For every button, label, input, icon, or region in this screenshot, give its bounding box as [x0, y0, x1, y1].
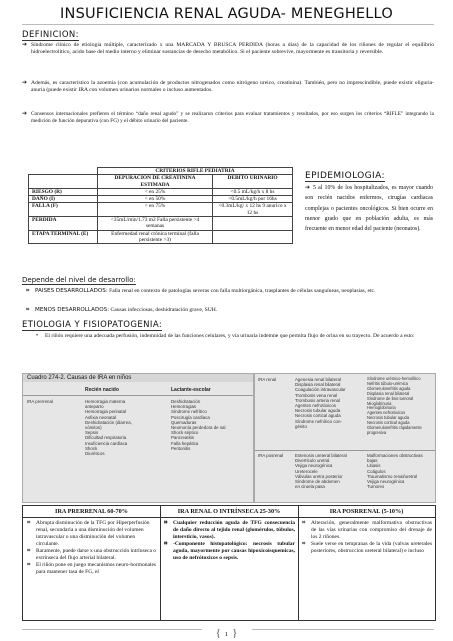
rifle-caption: CRITERIOS RIFLE PEDIATRIA: [98, 168, 293, 175]
hash-bullet-icon: ⌗: [164, 520, 168, 526]
cuadro-post-rn: Estenosis ureteral bilateral Divertículo uretral Vejiga neurogénica Ureterocele Válvulas uretra posterior Síndrome de abdomen en ciruela pasa: [295, 453, 347, 490]
definicion-bullet-1: ➔ Síndrome clínico de etiología múltiple, caracterizado x una MARCADA Y BRUSCA PERDIDA (horas a días) de la capacidad de los riñones de regular el equilibrio hidroelectrolítico, acido base del medio interno y eliminar sustancias de desecho metabólico. Si el paciente sobrevive, mayormente es transitoria y reversible.: [22, 42, 434, 56]
cuadro-causas-ira: [22, 373, 254, 503]
hash-bullet-icon: ⌗: [302, 520, 306, 526]
ira-types-table: [22, 505, 436, 621]
ira-prerrenal-col: ⌗ Abrupta disminución de la TFG por Hiperperfusión renal, secundaria a una disminución del volumen intravascular o una disminución del volumen circulante. ⌗ Raramente, puede darse x una obstrucción intrínseca o extrínseca del flujo arterial bilateral. ⌗ El riñón pone en juego mecanismos neuro-hormonales para mantener tasa de FG, el: [27, 520, 157, 575]
cuadro-row-label: IRA prerrenal: [27, 399, 53, 404]
definicion-bullet-3: ➔ Consensos internacionales prefieren el término “daño renal agudo” y se realizaron criterios para evaluar tratamientos y resultados, por eso surgen los criterios “RIFLE” integrando la medición de función depurativa (con FG) y el débito urinario del paciente.: [22, 111, 434, 124]
arrow-bullet-icon: ➔: [22, 42, 28, 48]
cuadro-renal-posrenal: [254, 373, 436, 503]
cuadro-renal-label: IRA renal: [258, 377, 277, 382]
etiologia-heading: ETIOLOGIA Y FISIOPATOGENIA:: [22, 320, 163, 330]
rifle-col-header: DEBITO URINARIO: [213, 175, 293, 189]
cuadro-title: Cuadro 274-2. Causas de IRA en niños: [23, 374, 253, 382]
page-number: { 1 }: [215, 627, 238, 639]
cuadro-post-label: IRA posrenal: [258, 453, 284, 458]
cuadro-le-list: Deshidratación Hemorragias Síndrome nefrítico Poscirugía cardíaca Quemaduras Neumonía perdedora de sal Shock séptico Pancreatitis Falla hepática Peritonitis: [171, 399, 226, 451]
cuadro-col-rn: Recién nacido: [85, 387, 119, 393]
rifle-table: [28, 167, 293, 244]
arrow-bullet-icon: ➔: [305, 185, 310, 191]
epidemiologia-heading: EPIDEMIOLOGIA:: [305, 171, 385, 181]
page-title: INSUFICIENCIA RENAL AGUDA- MENEGHELLO: [60, 6, 393, 22]
table-row: RIESGO (R) < en 25% <0.5 mL/kg/h x 8 hs: [29, 188, 293, 195]
arrow-bullet-icon: ➔: [22, 80, 28, 86]
footer-rule: [252, 629, 434, 630]
footer-rule: [22, 629, 202, 630]
hash-bullet-icon: ⌗: [26, 288, 30, 294]
cuadro-col-le: Lactante-escolar: [171, 387, 211, 393]
arrow-bullet-icon: ➔: [22, 111, 28, 117]
ira-prerrenal-header: IRA PRERRENAL 60-70%: [55, 508, 128, 515]
table-row: DAÑO (I) < en 50% <0.5mL/kg/h por 16hs: [29, 196, 293, 203]
ira-col-divider: [298, 506, 299, 620]
hash-bullet-icon: ⌗: [27, 520, 31, 526]
hash-bullet-icon: ⌗: [27, 562, 31, 568]
ira-renal-col: ⌗ Cualquier reducción aguda de TFG consecuencia de daño directo al tejido renal (glomérulos, túbulos, intersticio, vasos). ⌗ -Componente histopatológico: necrosis tubular aguda, mayormente por causas hipoxicoisquemicas, uso de nefrótoxicos o sepsis.: [164, 520, 295, 561]
hash-bullet-icon: ⌗: [26, 307, 30, 313]
ira-posrenal-header: IRA POSRRENAL (5-10%): [329, 508, 404, 515]
definicion-bullet-2: ➔ Además, es característico la azoemia (con acumulación de productos nitrogenados como nitrógeno ureico, creatinina). También, pero no imprescindible, puede existir oliguria-anuria (puede existir IRA con volumen urinarios normales o incluso aumentados.: [22, 80, 434, 94]
desarrollo-item: ⌗ MENOS DESARROLLADOS: Causas infecciosas, deshidratación grave, SUH.: [26, 307, 218, 313]
hash-bullet-icon: ⌗: [27, 548, 31, 554]
cuadro-renal-rn: Agenesia renal bilateral Displasia renal bilateral Coagulación intravascular Trombosis vena renal Trombosis arteria renal Agentes nefrotóxicos Necrosis tubular aguda Necrosis cortical aguda Síndrome nefrótico con- génito: [295, 377, 346, 429]
table-row: ETAPA TERMINAL (E) Enfermedad renal crónica terminal (falla persistente >3): [29, 230, 293, 244]
etiologia-text: • El riñón requiere una adecuada perfusión, indemnidad de las funciones celulares, y vía urinaria indemne que permita flujo de orina en su trayecto. De acuerdo a esto:: [36, 333, 415, 339]
table-row: FALLA (F) < en 75% <0.3mL/kg/ x 12 hs 9 anurico x 12 hs: [29, 203, 293, 217]
definicion-heading: DEFINICION:: [22, 30, 79, 40]
desarrollo-item: ⌗ PAISES DESARROLLADOS: Falla renal en contexto de patologías severas con falla multiorgánica, trasplantes de células sanguíneas, neoplasias, etc.: [26, 288, 376, 294]
brace-right-icon: }: [232, 627, 238, 639]
ira-col-divider: [160, 506, 161, 620]
ira-posrenal-col: ⌗ Alteración, generalmente malformativa obstructivas de las vías urinarias con compromiso del drenaje de los 2 riñones. ⌗ Suele verse en tempranas de la vida (valvas ureterales posteriores, obstruccion ureteral bilateral) e incluso: [302, 520, 432, 554]
hash-bullet-icon: ⌗: [164, 541, 168, 547]
brace-left-icon: {: [215, 627, 221, 639]
hash-bullet-icon: ⌗: [302, 541, 306, 547]
title-divider: [22, 24, 434, 25]
cuadro-divider: [23, 395, 253, 396]
cuadro-post-le: Malformaciones obstructivas bajas Litiasis Coágulos Traumatismo renal/uretral Vejiga neurogénica Tumores: [367, 453, 423, 490]
dot-bullet-icon: •: [36, 333, 39, 339]
epidemiologia-text: ➔ 5 al 10% de los hospitalizados, es mayor cuando son recién nacidos enfermos, cirugías cardiacas complejas o pacientes oncológicos. Si bien ocurre en menor grado que en población adulta, es más frecuente en menor edad del paciente (neonatos).: [305, 185, 433, 233]
rifle-col-header: DEPURACION DE CREATININA ESTIMADA: [98, 175, 213, 189]
ira-renal-header: IRA RENAL O INTRÍNSECA 25-30%: [177, 508, 281, 515]
cuadro-divider: [255, 450, 435, 451]
desarrollo-heading: Depende del nivel de desarrollo:: [22, 276, 136, 284]
cuadro-renal-le: Síndrome urémico-hemolítico Nefritis túbulo-urémica Glomerulonefritis aguda Displasia renal bilateral Síndrome de lisis tumoral Mioglobinuria Hemoglobinuria Agentes nefrotóxicos Necrosis tubular aguda Necrosis cortical aguda Glomerulonefritis rápidamente progresiva: [367, 376, 422, 435]
table-row: PERDIDA <35mL/min/1.73 m2 Falla persistente >4 semanas: [29, 217, 293, 231]
cuadro-rn-list: Hemorragia materna anteparto Hemorragia perinatal Asfixia neonatal Deshidratación (diarrea, vómitos) Sepsis Dificultad respiratoria Insuficiencia cardíaca Shock Diuréticos: [85, 399, 132, 457]
